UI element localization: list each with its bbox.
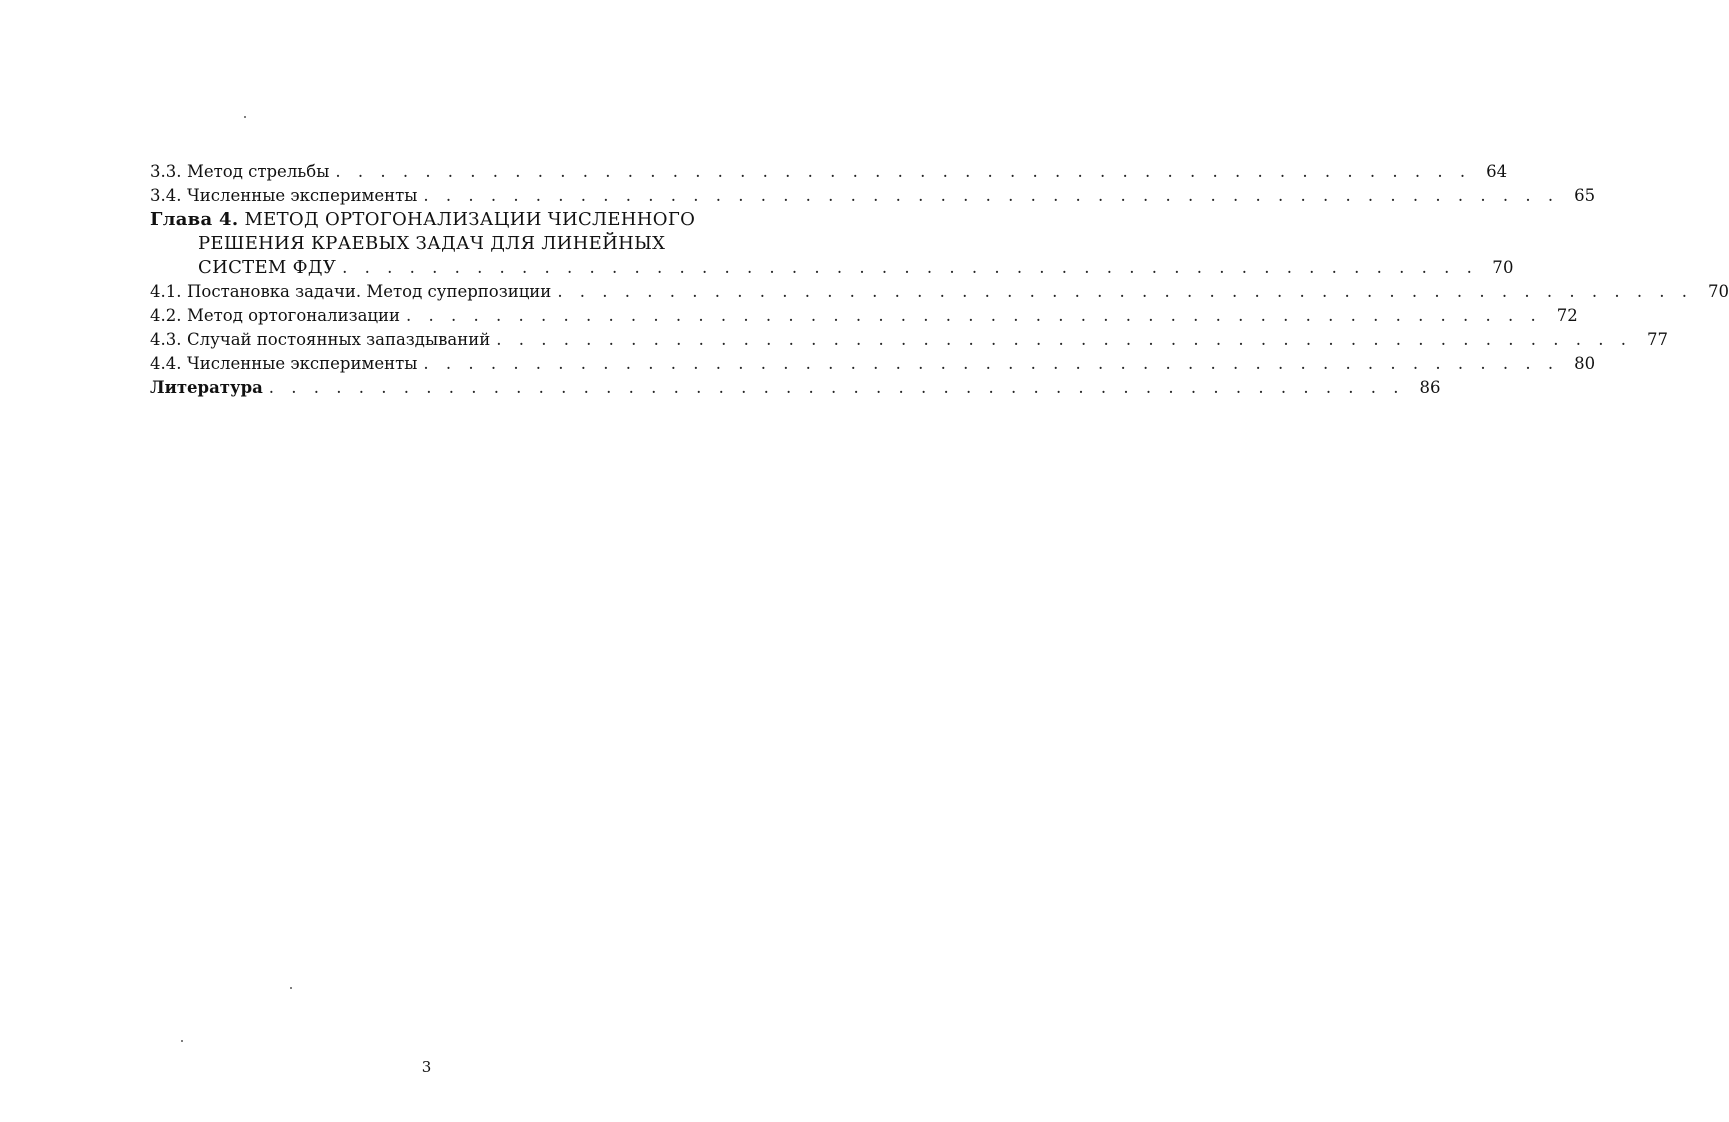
toc-entry-4-4[interactable] bbox=[150, 352, 1596, 376]
toc-entry-number: 3.4. bbox=[150, 186, 182, 205]
page-number: 3 bbox=[421, 1058, 432, 1076]
dot-leader: . . . . . . . . . . . . . . . . . . . . . . . . . . . . . . . . . . . . . . . . . . . . . . . . . . . bbox=[423, 354, 1560, 373]
toc-entry-number: 4.4. bbox=[150, 354, 182, 373]
toc-entry-page: 80 bbox=[1574, 354, 1596, 373]
toc-entry-title: Постановка задачи. Метод суперпозиции bbox=[187, 282, 552, 301]
dot-leader: . . . . . . . . . . . . . . . . . . . . . . . . . . . . . . . . . . . . . . . . . . . . . . . . . . . bbox=[423, 186, 1560, 205]
scan-speck bbox=[181, 1040, 183, 1042]
dot-leader: . . . . . . . . . . . . . . . . . . . . . . . . . . . . . . . . . . . . . . . . . . . . . . . . . . . bbox=[335, 162, 1472, 181]
toc-entry-title: Случай постоянных запаздываний bbox=[187, 330, 491, 349]
toc-entry-3-4[interactable] bbox=[150, 184, 1596, 208]
toc-entry-literature[interactable] bbox=[150, 376, 1441, 400]
toc-entry-page: 70 bbox=[1708, 282, 1729, 301]
scan-speck bbox=[244, 116, 246, 118]
chapter-label: Глава 4. bbox=[150, 209, 239, 230]
toc-entry-page: 72 bbox=[1556, 306, 1578, 325]
toc-entry-number: 4.3. bbox=[150, 330, 182, 349]
dot-leader: . . . . . . . . . . . . . . . . . . . . . . . . . . . . . . . . . . . . . . . . . . . . . . . . . . . bbox=[342, 258, 1478, 277]
toc-entry-3-3[interactable] bbox=[150, 160, 1508, 184]
toc-entry-4-2[interactable] bbox=[150, 304, 1578, 328]
dot-leader: . . . . . . . . . . . . . . . . . . . . . . . . . . . . . . . . . . . . . . . . . . . . . . . . . . . bbox=[406, 306, 1542, 325]
toc-entry-title: Метод стрельбы bbox=[187, 162, 330, 181]
chapter-title-line-2: РЕШЕНИЯ КРАЕВЫХ ЗАДАЧ ДЛЯ ЛИНЕЙНЫХ bbox=[198, 233, 666, 254]
dot-leader: . . . . . . . . . . . . . . . . . . . . . . . . . . . . . . . . . . . . . . . . . . . . . . . . . . . bbox=[268, 378, 1405, 397]
toc-chapter-4[interactable] bbox=[150, 208, 1514, 280]
toc-entry-title: Численные эксперименты bbox=[187, 354, 418, 373]
toc-entry-title: Метод ортогонализации bbox=[187, 306, 401, 325]
toc-entry-number: 4.1. bbox=[150, 282, 182, 301]
toc-entry-page: 65 bbox=[1574, 186, 1596, 205]
chapter-title-line-3: СИСТЕМ ФДУ bbox=[198, 257, 337, 278]
dot-leader: . . . . . . . . . . . . . . . . . . . . . . . . . . . . . . . . . . . . . . . . . . . . . . . . . . . bbox=[557, 282, 1694, 301]
toc-entry-page: 86 bbox=[1419, 378, 1441, 397]
table-of-contents bbox=[150, 160, 1729, 400]
toc-entry-number: 4.2. bbox=[150, 306, 182, 325]
toc-entry-page: 64 bbox=[1486, 162, 1508, 181]
toc-entry-title: Численные эксперименты bbox=[187, 186, 418, 205]
toc-entry-4-3[interactable] bbox=[150, 328, 1668, 352]
scan-speck bbox=[290, 987, 292, 989]
toc-entry-number: 3.3. bbox=[150, 162, 182, 181]
toc-entry-4-1[interactable] bbox=[150, 280, 1729, 304]
chapter-page: 70 bbox=[1492, 258, 1514, 277]
toc-entry-page: 77 bbox=[1646, 330, 1668, 349]
chapter-title-line-1: МЕТОД ОРТОГОНАЛИЗАЦИИ ЧИСЛЕННОГО bbox=[244, 209, 696, 230]
dot-leader: . . . . . . . . . . . . . . . . . . . . . . . . . . . . . . . . . . . . . . . . . . . . . . . . . . . bbox=[496, 330, 1632, 349]
toc-entry-title: Литература bbox=[150, 378, 263, 397]
